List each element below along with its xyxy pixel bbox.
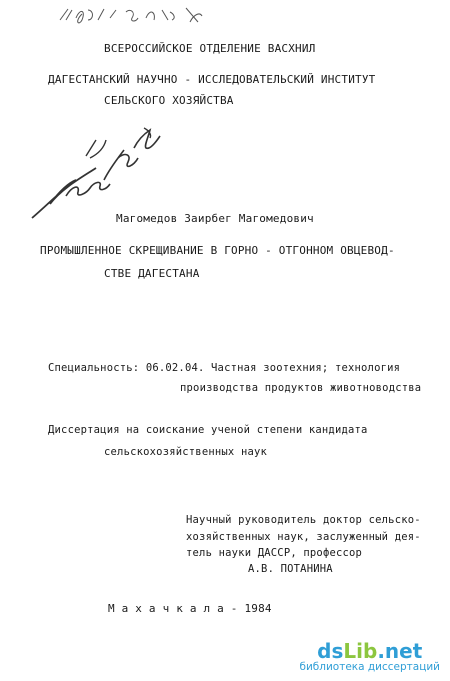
institute-line-2: СЕЛЬСКОГО ХОЗЯЙСТВА xyxy=(104,94,234,107)
watermark-brand-c: .net xyxy=(377,639,423,663)
degree-line-1: Диссертация на соискание ученой степени кандидата xyxy=(48,424,368,436)
dissertation-title-line-1: ПРОМЫШЛЕННОЕ СКРЕЩИВАНИЕ В ГОРНО - ОТГОННОМ ОВЦЕВОД- xyxy=(40,244,395,257)
dslib-logo xyxy=(299,639,440,663)
place-and-year: М а х а ч к а л а - 1984 xyxy=(108,602,272,615)
dissertation-title-line-2: СТВЕ ДАГЕСТАНА xyxy=(104,267,200,280)
handwritten-archive-note xyxy=(58,4,208,26)
specialty-line-1: Специальность: 06.02.04. Частная зоотехния; технология xyxy=(48,362,401,374)
org-name: ВСЕРОССИЙСКОЕ ОТДЕЛЕНИЕ ВАСХНИЛ xyxy=(104,42,316,55)
dslib-watermark[interactable] xyxy=(299,639,440,673)
degree-line-2: сельскохозяйственных наук xyxy=(104,446,268,458)
watermark-subtitle: библиотека диссертаций xyxy=(299,661,440,673)
specialty-line-2: производства продуктов животноводства xyxy=(180,382,422,394)
watermark-brand-a: ds xyxy=(317,639,344,663)
institute-line-1: ДАГЕСТАНСКИЙ НАУЧНО - ИССЛЕДОВАТЕЛЬСКИЙ ИНСТИТУТ xyxy=(48,73,376,86)
author-name: Магомедов Заирбег Магомедович xyxy=(116,212,314,225)
supervisor-line-3: тель науки ДАССР, профессор xyxy=(186,547,363,559)
watermark-brand-b: Lib xyxy=(343,639,378,663)
supervisor-line-2: хозяйственных наук, заслуженный дея- xyxy=(186,531,421,543)
supervisor-name: А.В. ПОТАНИНА xyxy=(248,563,333,575)
supervisor-line-1: Научный руководитель доктор сельско- xyxy=(186,514,421,526)
